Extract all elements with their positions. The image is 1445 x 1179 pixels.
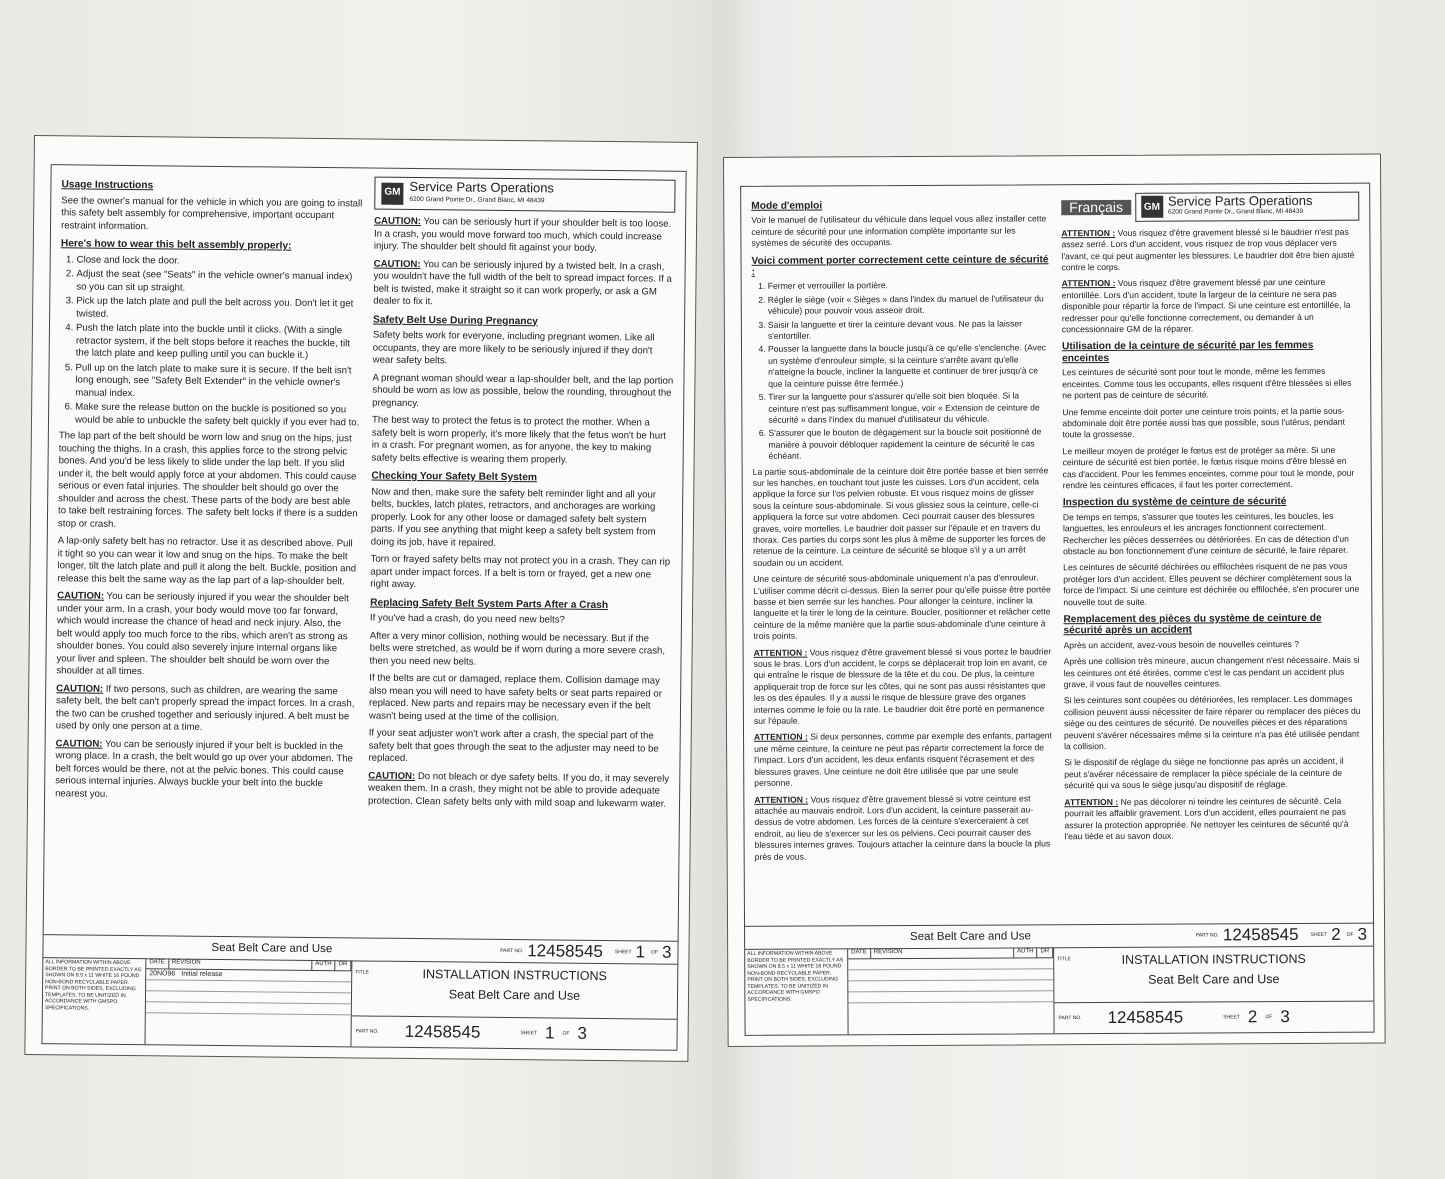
gm-logo: GM xyxy=(381,182,403,204)
language-tab: Français xyxy=(1061,200,1131,216)
sheet-1-left-column xyxy=(48,169,369,934)
part-number: 12458545 xyxy=(1222,924,1299,945)
attention-label: ATTENTION : xyxy=(1064,796,1119,807)
attention-text: Vous risquez d'être gravement blessé si votre ceinture est attachée au mauvais endroit. Lors d'un accident, la ceinture passerait au-dessus de votre abdomen. Les forces de la ceinture s'exerceraient à cet endroit, au lieu de s'exercer sur les os pelviens. Ceci pourrait causer des blessures internes graves. Toujours attacher la ceinture dans la boucle la plus près de vous. xyxy=(754,792,1051,862)
spo-header-box xyxy=(1135,192,1359,222)
replacement-paragraph: Si les ceintures sont coupées ou détériorées, les remplacer. Les dommages collision peuvent aussi nécessiter de faire réparer ou remplacer des pièces du siège ou des ceintures de sécurité. De nouvelles pièces et des réparations peuvent s'avérer nécessaires même si la ceinture n'a pas été utilisée pendant la collision. xyxy=(1063,694,1361,752)
caution-1 xyxy=(56,590,358,681)
checking-paragraph: Now and then, make sure the safety belt reminder light and all your belts, buckles, latch plates, retractors, and anchorages are working properly. Look for any other loose or damaged safety belt system parts. If you see anything that might keep a safety belt system from doing its job, have it repaired. xyxy=(370,486,657,549)
attention-4 xyxy=(1061,226,1359,273)
caution-text: You can be seriously injured if you wear the shoulder belt under your arm. In a crash, your body would move too far forward, which would increase the chance of head and neck injury. Also, the belt would apply too much force to the ribs, which aren't as strong as shoulder bones. You could also severely injure internal organs like your liver and spleen. The shoulder belt should be worn over the shoulder at all times. xyxy=(56,590,349,678)
step-item: 2. Régler le siège (voir « Sièges » dans l'index du manuel de l'utilisateur du véhicule) pour pouvoir vous asseoir droit. xyxy=(768,293,1050,317)
dr-label: DR xyxy=(1037,947,1053,957)
rev-text: Initial release xyxy=(181,970,223,979)
installation-title-box xyxy=(1054,946,1373,1004)
company-address: 6200 Grand Pointe Dr., Grand Blanc, MI 48439 xyxy=(409,195,545,204)
step-item: 6. Make sure the release button on the buckle is positioned so you would be able to unbuckle the safety belt quickly if you ever had to. xyxy=(75,401,360,429)
title-area xyxy=(1054,946,1373,1034)
replacing-paragraph: If you've had a crash, do you need new belts? xyxy=(369,612,565,626)
rev-date-label: DATE xyxy=(848,948,871,958)
step-item: 5. Tirer sur la languette pour s'assurer qu'elle soit bien bloquée. Si la ceinture n'est pas suffisamment longue, voir « Extension de ceinture de sécurité » dans l'index du manuel d'utilisateur du véhicule. xyxy=(768,390,1050,426)
footer-bottom xyxy=(745,946,1373,1035)
pregnancy-paragraph: Une femme enceinte doit porter une ceinture trois points, et la partie sous-abdominale doit être portée aussi bas que possible, sous l'utérus, pendant toute la grossesse. xyxy=(1062,405,1345,440)
caution-6 xyxy=(368,770,669,811)
attention-text: Ne pas décolorer ni teindre les ceintures de sécurité. Cela pourrait les affaiblir gravement. Lors d'un accident, elles pourraient ne pas assurer la protection appropriée. Ne nettoyer les ceintures de sécurité qu'à l'eau tiède et au savon doux. xyxy=(1064,795,1349,842)
sheet-number: 2 xyxy=(1247,1007,1258,1027)
rev-date-label: DATE xyxy=(146,958,169,968)
company-address: 6200 Grand Pointe Dr., Grand Blanc, MI 48439 xyxy=(1167,208,1304,217)
caution-3 xyxy=(55,738,357,804)
replacement-title: Remplacement des pièces du système de ceinture de sécurité après un accident xyxy=(1063,612,1322,637)
attention-label: ATTENTION : xyxy=(1061,278,1116,289)
attention-label: ATTENTION : xyxy=(754,794,809,805)
footer-bottom xyxy=(42,957,677,1050)
sheet-total: 3 xyxy=(1357,924,1368,944)
part-number: 12458545 xyxy=(404,1021,481,1042)
of-label: OF xyxy=(1265,1014,1273,1021)
installation-title: INSTALLATION INSTRUCTIONS xyxy=(1121,951,1306,967)
replacing-paragraph: After a very minor collision, nothing would be necessary. But if the belts were stretched, as would be if worn during a more severe crash, then you need new belts. xyxy=(369,630,666,668)
sheet-1-columns xyxy=(48,169,682,938)
sheet-2-columns xyxy=(745,188,1369,923)
lap-paragraph-1: La partie sous-abdominale de la ceinture doit être portée basse et bien serrée sur les hanches, en touchant tout juste les cuisses. Lors d'un accident, cela applique la force sur l'os pelvien robuste. Et vous risquez moins de glisser sous la ceinture sous-abdominale. Si vous glissiez sous la ceinture, celle-ci appliquera la force sur votre abdomen. Ceci pourrait causer des blessures graves, voire mortelles. Le baudrier doit passer sur l'épaule et en travers du thorax. Ces parties du corps sont les plus à même de supporter les forces de retenue de la ceinture. La ceinture de sécurité se bloque s'il y a un arrêt soudain ou un accident. xyxy=(752,464,1049,568)
rev-date: 20NO96 xyxy=(149,970,176,978)
step-item: 1. Close and lock the door. xyxy=(77,254,362,269)
part-no-label: PART NO. xyxy=(1195,932,1219,939)
sheet-total: 3 xyxy=(577,1023,587,1043)
part-no-label: PART NO. xyxy=(355,1028,379,1035)
print-notice: ALL INFORMATION WITHIN ABOVE BORDER TO BE PRINTED EXACTLY AS SHOWN ON 8.5 x 11 WHITE 16 POUND NON-BOND RECYCLABLE PAPER. PRINT ON BOTH SIDES, EXCLUDING TEMPLATES. TO BE UNITIZED IN ACCORDANCE WITH GMSPO SPECIFICATIONS. xyxy=(42,957,146,1044)
revision-row-empty xyxy=(848,991,1053,1003)
caution-text: You can be seriously injured by a twisted belt. In a crash, you wouldn't have the full width of the belt to spread impact forces. If a belt is twisted, make it straight so it can work properly, or ask a GM dealer to fix it. xyxy=(373,258,672,308)
sheet-2-border xyxy=(740,183,1374,1036)
attention-text: Vous risquez d'être gravement blessé par une ceinture entortillée. Lors d'un accident, toute la largeur de la ceinture ne sera pas disponible pour répartir la force de l'impact. Si une ceinture est entortillée, la redresser pour qu'elle fonctionne correctement, ou demander à un concessionnaire GM de la réparer. xyxy=(1061,277,1351,335)
sheet-2-left-column xyxy=(745,189,1059,923)
pregnancy-paragraph: Le meilleur moyen de protéger le fœtus est de protéger sa mère. Si une ceinture de sécurité est bien portée, le fœtus risque moins d'être blessé en cas d'accident. Pour les femmes enceintes, comme pour tout le monde, pour rendre les ceintures efficaces, il faut les porter correctement. xyxy=(1062,444,1355,491)
attention-2 xyxy=(754,731,1052,790)
sheet-2-title-block xyxy=(745,923,1374,1035)
attention-1 xyxy=(754,646,1052,727)
pregnancy-paragraph: A pregnant woman should wear a lap-shoulder belt, and the lap portion should be worn as low as possible, below the rounding, throughout the pregnancy. xyxy=(372,372,674,409)
step-item: 3. Saisir la languette et tirer la ceinture devant vous. Ne pas la laisser s'entortiller. xyxy=(768,318,1050,342)
steps-list xyxy=(59,254,362,430)
attention-6 xyxy=(1064,795,1362,842)
wear-title: Here's how to wear this belt assembly properly: xyxy=(60,238,292,252)
rev-label: REVISION xyxy=(169,958,313,970)
print-notice: ALL INFORMATION WITHIN ABOVE BORDER TO BE PRINTED EXACTLY AS SHOWN ON 8.5 x 11 WHITE 16 POUND NON-BOND RECYCLABLE PAPER. PRINT ON BOTH SIDES, EXCLUDING TEMPLATES. TO BE UNITIZED IN ACCORDANCE WITH GMSPO SPECIFICATIONS. xyxy=(745,948,848,1035)
attention-text: Si deux personnes, comme par exemple des enfants, partagent une même ceinture, la ceinture ne peut pas répartir correctement la force de l'impact. Lors d'un accident, les deux enfants risquent l'écrasement et des blessures graves. Une ceinture ne doit être utilisée que par une seule personne. xyxy=(754,730,1052,788)
sheet-number: 1 xyxy=(635,942,646,962)
pregnancy-title: Safety Belt Use During Pregnancy xyxy=(373,314,538,327)
caution-label: CAUTION: xyxy=(368,770,416,782)
attention-text: Vous risquez d'être gravement blessé si vous portez le baudrier sous le bras. Lors d'un accident, le corps se déplacerait trop loin en avant, ce qui entraîne le risque de blessure de la tête et du cou. De plus, la ceinture appliquerait trop de force sur les côtes, qui ne sont pas aussi résistantes que les os des épaules. Il y a aussi le risque de blessure grave des organes internes comme le foie ou la rate. Le baudrier doit être porté en permanence sur l'épaule. xyxy=(753,645,1052,726)
sheet-label: SHEET xyxy=(1310,931,1328,938)
spo-header-text xyxy=(409,178,555,208)
lap-paragraph-2: Une ceinture de sécurité sous-abdominale uniquement n'a pas d'enrouleur. L'utiliser comme décrit ci-dessus. Bien la serrer pour qu'elle puisse être portée basse et bien serrée sur les hanches. Pour allonger la ceinture, incliner la languette et la tirer le long de la ceinture. Boucler, positionner et relâcher cette ceinture de la même manière que la partie sous-abdominale d'une ceinture à trois points. xyxy=(753,572,1051,642)
pregnancy-paragraph: Les ceintures de sécurité sont pour tout le monde, même les femmes enceintes. Comme tous les occupants, elles risquent d'être blessées si elles ne portent pas de ceinture de sécurité. xyxy=(1062,366,1352,401)
usage-title: Usage Instructions xyxy=(61,179,154,192)
caution-text: Do not bleach or dye safety belts. If you do, it may severely weaken them. In a crash, they might not be able to provide adequate protection. Clean safety belts only with mild soap and lukewarm water. xyxy=(367,770,670,810)
inspection-paragraph: De temps en temps, s'assurer que toutes les ceintures, les boucles, les languettes, les enrouleurs et les ancrages fonctionnent correctement. Rechercher les pièces desserrées ou détériorées. En cas de détection d'un obstacle au bon fonctionnement d'une ceinture de sécurité, le faire réparer. xyxy=(1062,510,1349,557)
checking-paragraph: Torn or frayed safety belts may not protect you in a crash. They can rip apart under impact forces. If a belt is torn or frayed, get a new one right away. xyxy=(370,553,671,591)
step-item: 3. Pick up the latch plate and pull the belt across you. Don't let it get twisted. xyxy=(76,295,361,323)
revision-row-empty xyxy=(146,1002,351,1015)
step-item: 4. Push the latch plate into the buckle until it clicks. (With a single retractor system, if the belt stops before it reaches the buckle, tilt the latch plate and keep pulling until you can buckle it.) xyxy=(76,322,361,362)
usage-intro: See the owner's manual for the vehicle in which you are going to install this safety belt assembly for comprehensive, important occupant restraint information. xyxy=(60,194,363,232)
sheet-label: SHEET xyxy=(1223,1014,1240,1021)
part-sheet-row xyxy=(1054,1002,1373,1034)
title-label: TITLE xyxy=(355,969,369,976)
caution-2 xyxy=(56,683,358,736)
caution-label: CAUTION: xyxy=(56,682,104,695)
caution-label: CAUTION: xyxy=(374,215,422,228)
spo-header xyxy=(1061,192,1359,222)
part-no-label: PART NO. xyxy=(1058,1015,1082,1022)
pregnancy-title: Utilisation de la ceinture de sécurité par les femmes enceintes xyxy=(1061,340,1314,365)
sheet-2 xyxy=(723,154,1386,1047)
part-number: 12458545 xyxy=(1107,1007,1184,1027)
spo-header-text xyxy=(1167,192,1313,219)
sheet-1-border xyxy=(41,164,686,1051)
sheet-label: SHEET xyxy=(614,949,632,956)
caution-label: CAUTION: xyxy=(373,258,421,270)
step-item: 5. Pull up on the latch plate to make sure it is secure. If the belt isn't long enough, see "Safety Belt Extender" in the vehicle owner's manual index. xyxy=(75,362,360,402)
attention-5 xyxy=(1062,277,1360,336)
footer-doc-name: Seat Belt Care and Use xyxy=(910,930,1031,944)
caution-text: You can be seriously injured if your belt is buckled in the wrong place. In a crash, the belt would go up over your abdomen. The belt forces would be there, not at the pelvic bones. This could cause serious internal injuries. Always buckle your belt into the buckle nearest you. xyxy=(55,738,353,800)
replacement-paragraph: Après un accident, avez-vous besoin de nouvelles ceintures ? xyxy=(1063,638,1300,651)
installation-subtitle: Seat Belt Care and Use xyxy=(448,987,581,1003)
revision-table xyxy=(848,947,1054,1034)
auth-label: AUTH xyxy=(312,960,335,970)
of-label: OF xyxy=(562,1030,570,1037)
title-area xyxy=(351,960,677,1049)
replacing-paragraph: If the belts are cut or damaged, replace them. Collision damage may also mean you will need to have safety belts or seat parts repaired or replaced. New parts and repairs may be necessary even if the belt wasn't being used at the time of the collision. xyxy=(368,672,663,724)
lap-paragraph-2: A lap-only safety belt has no retractor. Use it as described above. Pull it tight so you can wear it low and snug on the hips. To make the belt longer, tilt the latch plate and pull it along the belt. Buckle, position and release this belt the same way as the lap part of a lap-shoulder belt. xyxy=(57,535,357,587)
revision-table xyxy=(145,958,352,1046)
sheet-number: 1 xyxy=(544,1023,555,1043)
attention-label: ATTENTION : xyxy=(754,732,808,743)
replacement-paragraph: Si le dispositif de réglage du siège ne fonctionne pas après un accident, il peut s'avérer nécessaire de remplacer la pièce spéciale de la ceinture de sécurité qui va sous le siège jusqu'au dispositif de réglage. xyxy=(1064,756,1344,791)
replacing-title: Replacing Safety Belt System Parts After a Crash xyxy=(370,597,609,611)
pregnancy-paragraph: The best way to protect the fetus is to protect the mother. When a safety belt is worn properly, it's more likely that the fetus won't be hurt in a crash. For pregnant women, as for anyone, the key to making safety belts effective is wearing them properly. xyxy=(371,414,667,466)
installation-subtitle: Seat Belt Care and Use xyxy=(1148,972,1280,987)
step-item: 4. Pousser la languette dans la boucle jusqu'à ce qu'elle s'enclenche. (Avec un système d'enrouleur simple, si la ceinture s'arrête avant qu'elle n'atteigne la boucle, incliner la languette et continuer de tirer jusqu'à ce que la ceinture puisse être fermée.) xyxy=(768,343,1050,390)
sheet-label: SHEET xyxy=(520,1030,538,1037)
step-item: 2. Adjust the seat (see "Seats" in the vehicle owner's manual index) so you can sit up straight. xyxy=(76,268,361,296)
mode-title: Mode d'emploi xyxy=(751,200,823,212)
inspection-paragraph: Les ceintures de sécurité déchirées ou effilochées risquent de ne pas vous protéger lors d'un accident. Elles peuvent se déchirer complètement sous la force de l'impact. Si une ceinture est déchirée ou effilochée, s'en procurer une nouvelle tout de suite. xyxy=(1063,561,1360,607)
caution-label: CAUTION: xyxy=(55,737,103,750)
part-number: 12458545 xyxy=(527,941,604,962)
auth-label: AUTH xyxy=(1014,947,1037,957)
sheet-2-right-column xyxy=(1055,188,1369,922)
attention-label: ATTENTION : xyxy=(1061,227,1116,239)
company-name: Service Parts Operations xyxy=(1167,192,1313,209)
step-item: 6. S'assurer que le bouton de dégagement sur la boucle soit positionné de manière à pouvoir débloquer rapidement la ceinture de sécurité le cas échéant. xyxy=(768,427,1050,463)
attention-3 xyxy=(754,793,1052,863)
checking-title: Checking Your Safety Belt System xyxy=(371,470,538,484)
step-item: 1. Fermer et verrouiller la portière. xyxy=(768,280,1050,293)
of-label: OF xyxy=(1346,931,1354,938)
pregnancy-paragraph: Safety belts work for everyone, including pregnant women. Like all occupants, they are more likely to be seriously injured if they don't wear safety belts. xyxy=(372,329,655,367)
part-no-label: PART NO. xyxy=(500,947,524,955)
spo-header xyxy=(374,177,675,213)
mode-intro: Voir le manuel de l'utilisateur du véhicule dans lequel vous allez installer cette ceinture de sécurité pour une information complète importante sur les systèmes de sécurité des occupants. xyxy=(751,213,1047,249)
attention-label: ATTENTION : xyxy=(753,647,808,658)
sheet-number: 2 xyxy=(1331,924,1341,944)
steps-list xyxy=(752,280,1051,463)
of-label: OF xyxy=(651,949,659,956)
gm-logo: GM xyxy=(1141,196,1163,218)
sheet-total: 3 xyxy=(661,942,672,962)
wear-title: Voici comment porter correctement cette ceinture de sécurité : xyxy=(751,253,1049,278)
sheet-total: 3 xyxy=(1280,1007,1290,1027)
sheet-1-title-block xyxy=(42,934,677,1050)
rev-label: REVISION xyxy=(871,947,1014,958)
replacement-paragraph: Après une collision très mineure, aucun changement n'est nécessaire. Mais si les ceintures ont été étirées, comme c'est le cas pendant un accident plus grave, il vous faut de nouvelles ceintures. xyxy=(1063,654,1360,690)
replacing-paragraph: If your seat adjuster won't work after a crash, the special part of the safety belt that goes through the seat to the adjuster may need to be replaced. xyxy=(368,727,659,764)
caution-5 xyxy=(373,258,675,311)
caution-text: You can be seriously hurt if your shoulder belt is too loose. In a crash, you would move forward too much, which could increase injury. The shoulder belt should fit against your body. xyxy=(373,216,672,254)
sheet-1 xyxy=(24,135,698,1062)
sheet-1-right-column xyxy=(361,173,682,938)
attention-text: Vous risquez d'être gravement blessé si le baudrier n'est pas assez serré. Lors d'un accident, vous risquez de trop vous déplacer vers l'avant, ce qui peut augmenter les blessures. Le baudrier doit être bien ajusté contre le corps. xyxy=(1061,226,1355,273)
lap-paragraph-1: The lap part of the belt should be worn low and snug on the hips, just touching the thighs. In a crash, this applies force to the strong pelvic bones. And you'd be less likely to slide under the lap belt. If you slid under it, the belt would apply force at your abdomen. This could cause serious or even fatal injuries. The shoulder belt should go over the shoulder and across the chest. These parts of the body are best able to take belt restraining forces. The safety belt locks if there is a sudden stop or crash. xyxy=(57,430,358,530)
title-label: TITLE xyxy=(1057,956,1071,963)
caution-4 xyxy=(374,216,675,257)
caution-label: CAUTION: xyxy=(57,590,105,602)
company-name: Service Parts Operations xyxy=(409,178,555,196)
inspection-title: Inspection du système de ceinture de sécurité xyxy=(1062,496,1287,509)
dr-label: DR xyxy=(336,960,352,970)
installation-title: INSTALLATION INSTRUCTIONS xyxy=(422,967,607,984)
part-sheet-row xyxy=(351,1016,676,1049)
caution-text: If two persons, such as children, are wearing the same safety belt, the belt can't properly spread the impact forces. In a crash, the two can be crushed together and seriously injured. A belt must be used by only one person at a time. xyxy=(55,683,355,733)
installation-title-box xyxy=(352,960,678,1019)
footer-doc-name: Seat Belt Care and Use xyxy=(211,941,333,956)
